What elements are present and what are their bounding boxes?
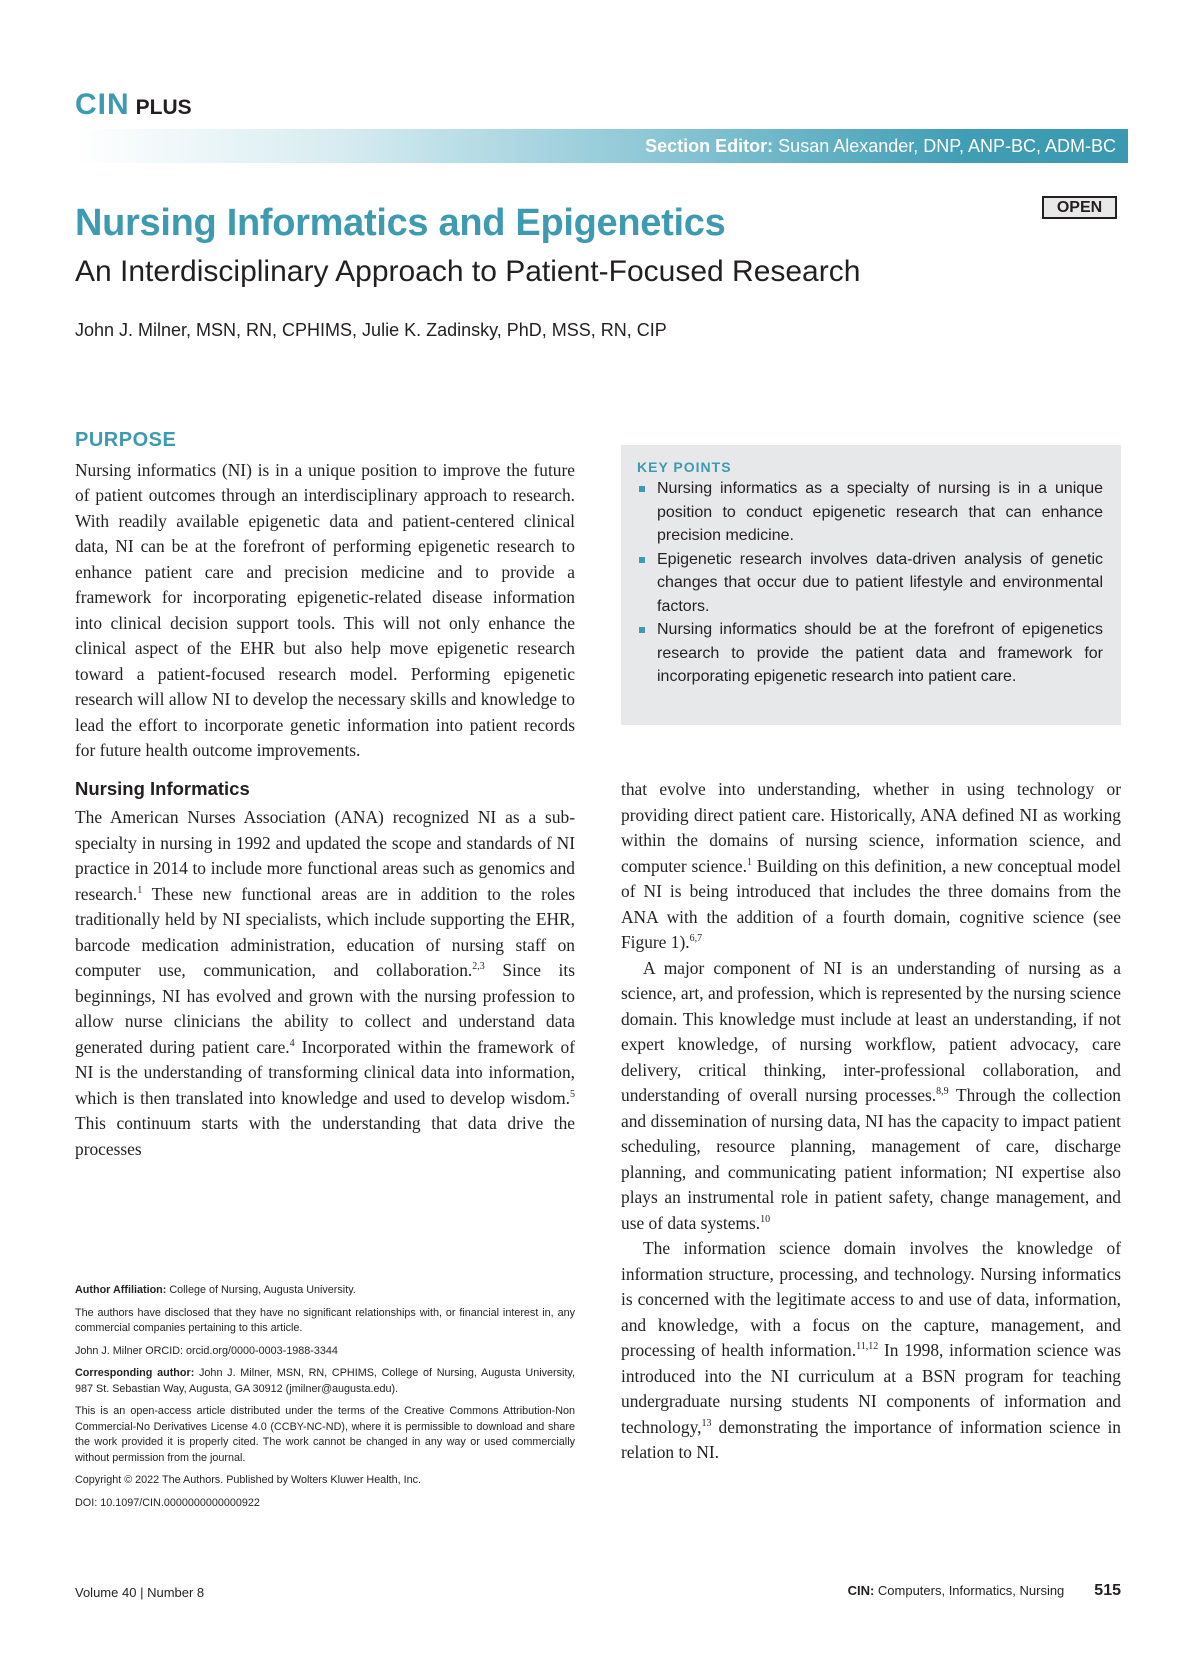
key-points-heading: KEY POINTS <box>637 459 732 475</box>
affiliation-text: College of Nursing, Augusta University. <box>166 1284 356 1296</box>
article-authors: John J. Milner, MSN, RN, CPHIMS, Julie K. Zadinsky, PhD, MSS, RN, CIP <box>75 320 667 340</box>
article-title: Nursing Informatics and Epigenetics <box>75 202 726 244</box>
nursing-informatics-paragraph <box>75 805 575 1162</box>
copyright-note: Copyright © 2022 The Authors. Published by Wolters Kluwer Health, Inc. <box>75 1474 422 1486</box>
doi-note: DOI: 10.1097/CIN.0000000000000922 <box>75 1496 260 1509</box>
citation: 6,7 <box>689 933 703 945</box>
text-run: Building on this definition, a new conceptual model of NI is being introduced that includes the three domains from the ANA with the addition of a fourth domain, cognitive science (see Figure 1). <box>621 855 1121 952</box>
affiliation-label: Author Affiliation: <box>75 1284 167 1296</box>
number-label: Number 8 <box>147 1585 205 1600</box>
journal-cin: CIN <box>75 88 130 121</box>
bullet-square-icon <box>639 486 645 492</box>
body-paragraph <box>621 777 1121 956</box>
key-points-box <box>621 445 1121 725</box>
footer-volume <box>75 1585 204 1600</box>
journal-plus: PLUS <box>135 96 192 119</box>
body-paragraph <box>621 1236 1121 1466</box>
key-point-text: Epigenetic research involves data-driven analysis of genetic changes that occur due to patient lifestyle and environmental factors. <box>657 550 1103 615</box>
journal-name: Computers, Informatics, Nursing <box>874 1583 1065 1598</box>
license-note: This is an open-access article distributed under the terms of the Creative Commons Attribution-Non Commercial-No Derivatives License 4.0 (CCBY-NC-ND), where it is permissible to download and share the work provided it is properly cited. The work cannot be changed in any way or used commercially without permission from the journal. <box>75 1405 575 1464</box>
bullet-square-icon <box>639 557 645 563</box>
purpose-heading: PURPOSE <box>75 429 177 451</box>
text-run: Incorporated within the framework of NI is the understanding of transforming clinical data into information, which is then translated into knowledge and used to develop wisdom. <box>75 1036 575 1108</box>
citation: 4 <box>289 1037 295 1049</box>
citation: 13 <box>701 1417 712 1429</box>
citation: 1 <box>137 884 143 896</box>
open-access-badge: OPEN <box>1042 196 1117 219</box>
citation: 5 <box>570 1088 575 1100</box>
article-subtitle: An Interdisciplinary Approach to Patient-Focused Research <box>75 255 861 288</box>
footer-journal <box>848 1582 1121 1600</box>
section-editor-band <box>75 129 1128 163</box>
key-point-item <box>637 618 1103 689</box>
text-run: Since its beginnings, NI has evolved and grown with the nursing profession to allow nurse clinicians the ability to collect and understand data generated during patient care. <box>75 960 575 1057</box>
section-editor-label: Section Editor: <box>645 136 774 156</box>
citation: 10 <box>760 1213 771 1225</box>
body-paragraph <box>621 956 1121 1237</box>
separator: | <box>140 1585 144 1600</box>
corresponding-author <box>75 1366 575 1397</box>
text-run: A major component of NI is an understanding of nursing as a science, art, and profession, which is represented by the nursing science domain. This knowledge must include at least an understanding, if not expert knowledge, of nursing workflow, patient advocacy, care delivery, critical thinking, inter-professional collaboration, and understanding of overall nursing processes. <box>621 957 1121 1105</box>
citation: 2,3 <box>472 961 485 973</box>
key-point-text: Nursing informatics as a specialty of nursing is in a unique position to conduct epigenetic research that can enhance precision medicine. <box>657 480 1103 544</box>
key-point-item <box>637 477 1103 548</box>
citation: 8,9 <box>936 1086 949 1098</box>
right-column <box>621 777 1121 1466</box>
purpose-paragraph: Nursing informatics (NI) is in a unique position to improve the future of patient outcomes through an interdisciplinary approach to research. With readily available epigenetic data and patient-centered clinical data, NI can be at the forefront of performing epigenetic research to enhance patient care and precision medicine and to provide a framework for incorporating epigenetic-related disease information into clinical decision support tools. This will not only enhance the clinical aspect of the EHR but also help move epigenetic research toward a patient-focused research model. Performing epigenetic research will allow NI to develop the necessary skills and knowledge to lead the effort to incorporate genetic information into patient records for future health outcome improvements. <box>75 459 575 760</box>
volume-label: Volume 40 <box>75 1585 137 1600</box>
page-number: 515 <box>1094 1582 1121 1599</box>
left-column <box>75 428 575 1162</box>
section-editor <box>645 136 1116 157</box>
bullet-square-icon <box>639 627 645 633</box>
text-run: Through the collection and dissemination of nursing data, NI has the capacity to impact patient scheduling, resource planning, management of care, discharge planning, and communicating patient information; NI expertise also plays an instrumental role in patient safety, change management, and use of data systems. <box>621 1085 1121 1233</box>
text-run: demonstrating the importance of information science in relation to NI. <box>621 1416 1121 1462</box>
author-notes <box>75 1283 575 1518</box>
text-run: that evolve into understanding, whether in using technology or providing direct patient care. Historically, ANA defined NI as working within the domains of nursing science, information science, and computer science. <box>621 779 1121 876</box>
orcid-note: John J. Milner ORCID: orcid.org/0000-0003-1988-3344 <box>75 1344 338 1357</box>
key-point-item <box>637 548 1103 619</box>
nursing-informatics-heading: Nursing Informatics <box>75 777 250 799</box>
section-editor-name: Susan Alexander, DNP, ANP-BC, ADM-BC <box>778 136 1116 156</box>
corresponding-text: John J. Milner, MSN, RN, CPHIMS, College of Nursing, Augusta University, 987 St. Sebastian Way, Augusta, GA 30912 (jmilner@augusta.edu). <box>75 1367 575 1395</box>
disclosure-note: The authors have disclosed that they have no significant relationships with, or financial interest in, any commercial companies pertaining to this article. <box>75 1306 575 1334</box>
text-run: This continuum starts with the understanding that data drive the processes <box>75 1113 575 1159</box>
author-affiliation <box>75 1283 575 1299</box>
journal-abbr: CIN: <box>847 1583 875 1598</box>
text-run: The American Nurses Association (ANA) recognized NI as a sub-specialty in nursing in 1992 and updated the scope and standards of NI practice in 2014 to include more functional areas such as genomics and research. <box>75 807 575 904</box>
corresponding-label: Corresponding author: <box>75 1367 195 1379</box>
key-points-list <box>637 477 1103 689</box>
citation: 11,12 <box>856 1341 879 1353</box>
key-point-text: Nursing informatics should be at the forefront of epigenetics research to provide the patient data and framework for incorporating epigenetic research into patient care. <box>657 621 1103 685</box>
text-run: In 1998, information science was introduced into the NI curriculum at a BSN program for teaching undergraduate nursing students NI components of information and technology, <box>621 1340 1121 1437</box>
journal-brand <box>75 88 192 122</box>
citation: 1 <box>746 856 752 868</box>
text-run: The information science domain involves the knowledge of information structure, processing, and technology. Nursing informatics is concerned with the legitimate access to and use of data, information, and knowledge, with a focus on the capture, management, and processing of health information. <box>621 1238 1121 1360</box>
text-run: These new functional areas are in addition to the roles traditionally held by NI specialists, which include supporting the EHR, barcode medication administration, education of nursing staff on computer use, communication, and collaboration. <box>75 883 575 980</box>
